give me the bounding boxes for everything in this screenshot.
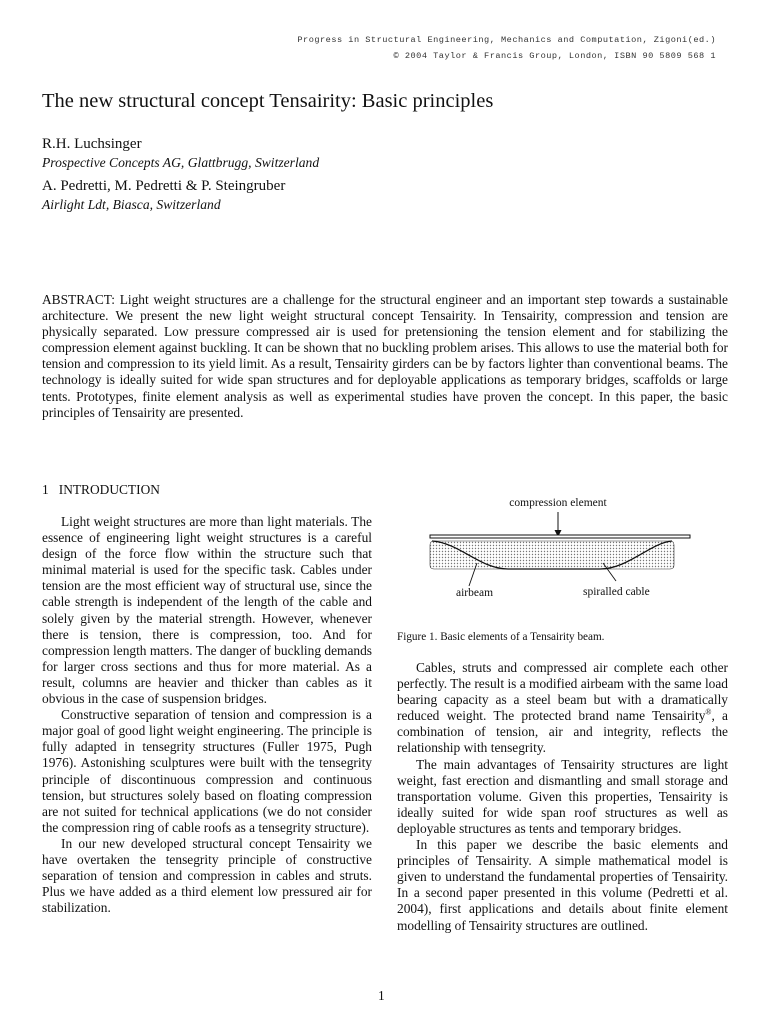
section-heading	[42, 482, 160, 498]
author-names-2: A. Pedretti, M. Pedretti & P. Steingruber	[42, 178, 286, 194]
label-airbeam: airbeam	[456, 587, 494, 599]
registered-mark: ®	[705, 707, 712, 717]
airbeam-body	[430, 541, 674, 569]
author-affiliation-1: Prospective Concepts AG, Glattbrugg, Switzerland	[42, 155, 320, 170]
body-paragraph-3: In this paper we describe the basic elements and principles of Tensairity. A simple mathematical model is given to understand the fundamental properties of Tensairity. In a second paper presented in this volume (Pedretti et al. 2004), first applications and details about finite element modelling of Tensairity structures are outlined.	[397, 837, 728, 933]
page-number: 1	[378, 988, 385, 1003]
author-affiliation-2: Airlight Ldt, Biasca, Switzerland	[42, 197, 221, 212]
left-column	[42, 514, 372, 916]
running-header-line1: Progress in Structural Engineering, Mechanics and Computation, Zigoni(ed.)	[297, 35, 716, 45]
label-compression-element: compression element	[509, 497, 607, 509]
intro-paragraph-1: Light weight structures are more than light materials. The essence of engineering light weight structures is a careful design of the force flow within the structure such that minimal material is used for the specific task. Cables under tension are the most efficient way of structural use, since the cable strength is independent of the length of the cable and solely given by the material strength. However, whenever there is tension, there is compression, too. And for compression length matters. The danger of buckling demands for larger cross sections and thus for more material. As a result, columns are heavier and thicker than cables as it obvious in the case of suspension bridges.	[42, 514, 372, 707]
p1-text-cont: , a combination of tension, air and integrity, reflects the relationship with tensegrity.	[397, 708, 729, 756]
intro-paragraph-3: In our new developed structural concept Tensairity we have overtaken the tensegrity principle of constructive separation of tension and compression in cables and struts. Plus we have added as a third element low pressured air for stabilization.	[42, 835, 372, 916]
figure-caption: Figure 1. Basic elements of a Tensairity beam.	[397, 631, 605, 643]
body-paragraph-2: The main advantages of Tensairity structures are light weight, fast erection and dismantling and small storage and transportation volume. Given this properties, Tensairity is ideally suited for wide span roof structures as well as deployable structures as tents and temporary bridges.	[397, 756, 728, 836]
section-number: 1	[42, 482, 49, 497]
compression-element	[430, 535, 690, 538]
author-names-1: R.H. Luchsinger	[42, 136, 142, 152]
label-spiralled-cable: spiralled cable	[583, 586, 650, 598]
body-paragraph-1	[397, 660, 728, 757]
paper-title: The new structural concept Tensairity: Basic principles	[42, 90, 494, 112]
p1-text: Cables, struts and compressed air complete each other perfectly. The result is a modified airbeam with the same load bearing capacity as a steel beam but with a dramatically reduced weight. The protected brand name Tensairity	[397, 660, 728, 724]
abstract: ABSTRACT: Light weight structures are a challenge for the structural engineer and an important step towards a sustainable architecture. We present the new light weight structural concept Tensairity. In Tensairity, compression and tension are physically separated. Low pressure compressed air is used for pretensioning the tension element and for stabilizing the compression element against buckling. It can be shown that no buckling problem arises. This allows to use the material both for tension and compression to its yield limit. As a result, Tensairity girders can be by factors lighter than conventional beams. The technology is ideally suited for wide span structures and for deployable applications as temporary bridges, scaffolds or large tents. Prototypes, finite element analysis as well as experimental studies have proven the concept. In this paper, the basic principles of Tensairity are presented.	[42, 292, 728, 420]
intro-paragraph-2: Constructive separation of tension and compression is a major goal of good light weight engineering. The principle is fully adapted in tensegrity structures (Fuller 1975, Pugh 1976). Astonishing sculptures were built with the tensegrity principle of discontinuous compression and continuous tension, but structures solely based on floating compression are not suited for technical applications (we do not consider the compression ring of cable roofs as a tensegrity structure).	[42, 707, 372, 835]
tensairity-beam-diagram	[420, 493, 710, 608]
section-title: INTRODUCTION	[58, 482, 160, 497]
running-header-line2: © 2004 Taylor & Francis Group, London, ISBN 90 5809 568 1	[393, 51, 716, 61]
right-column	[397, 660, 728, 934]
figure-1	[420, 493, 710, 608]
